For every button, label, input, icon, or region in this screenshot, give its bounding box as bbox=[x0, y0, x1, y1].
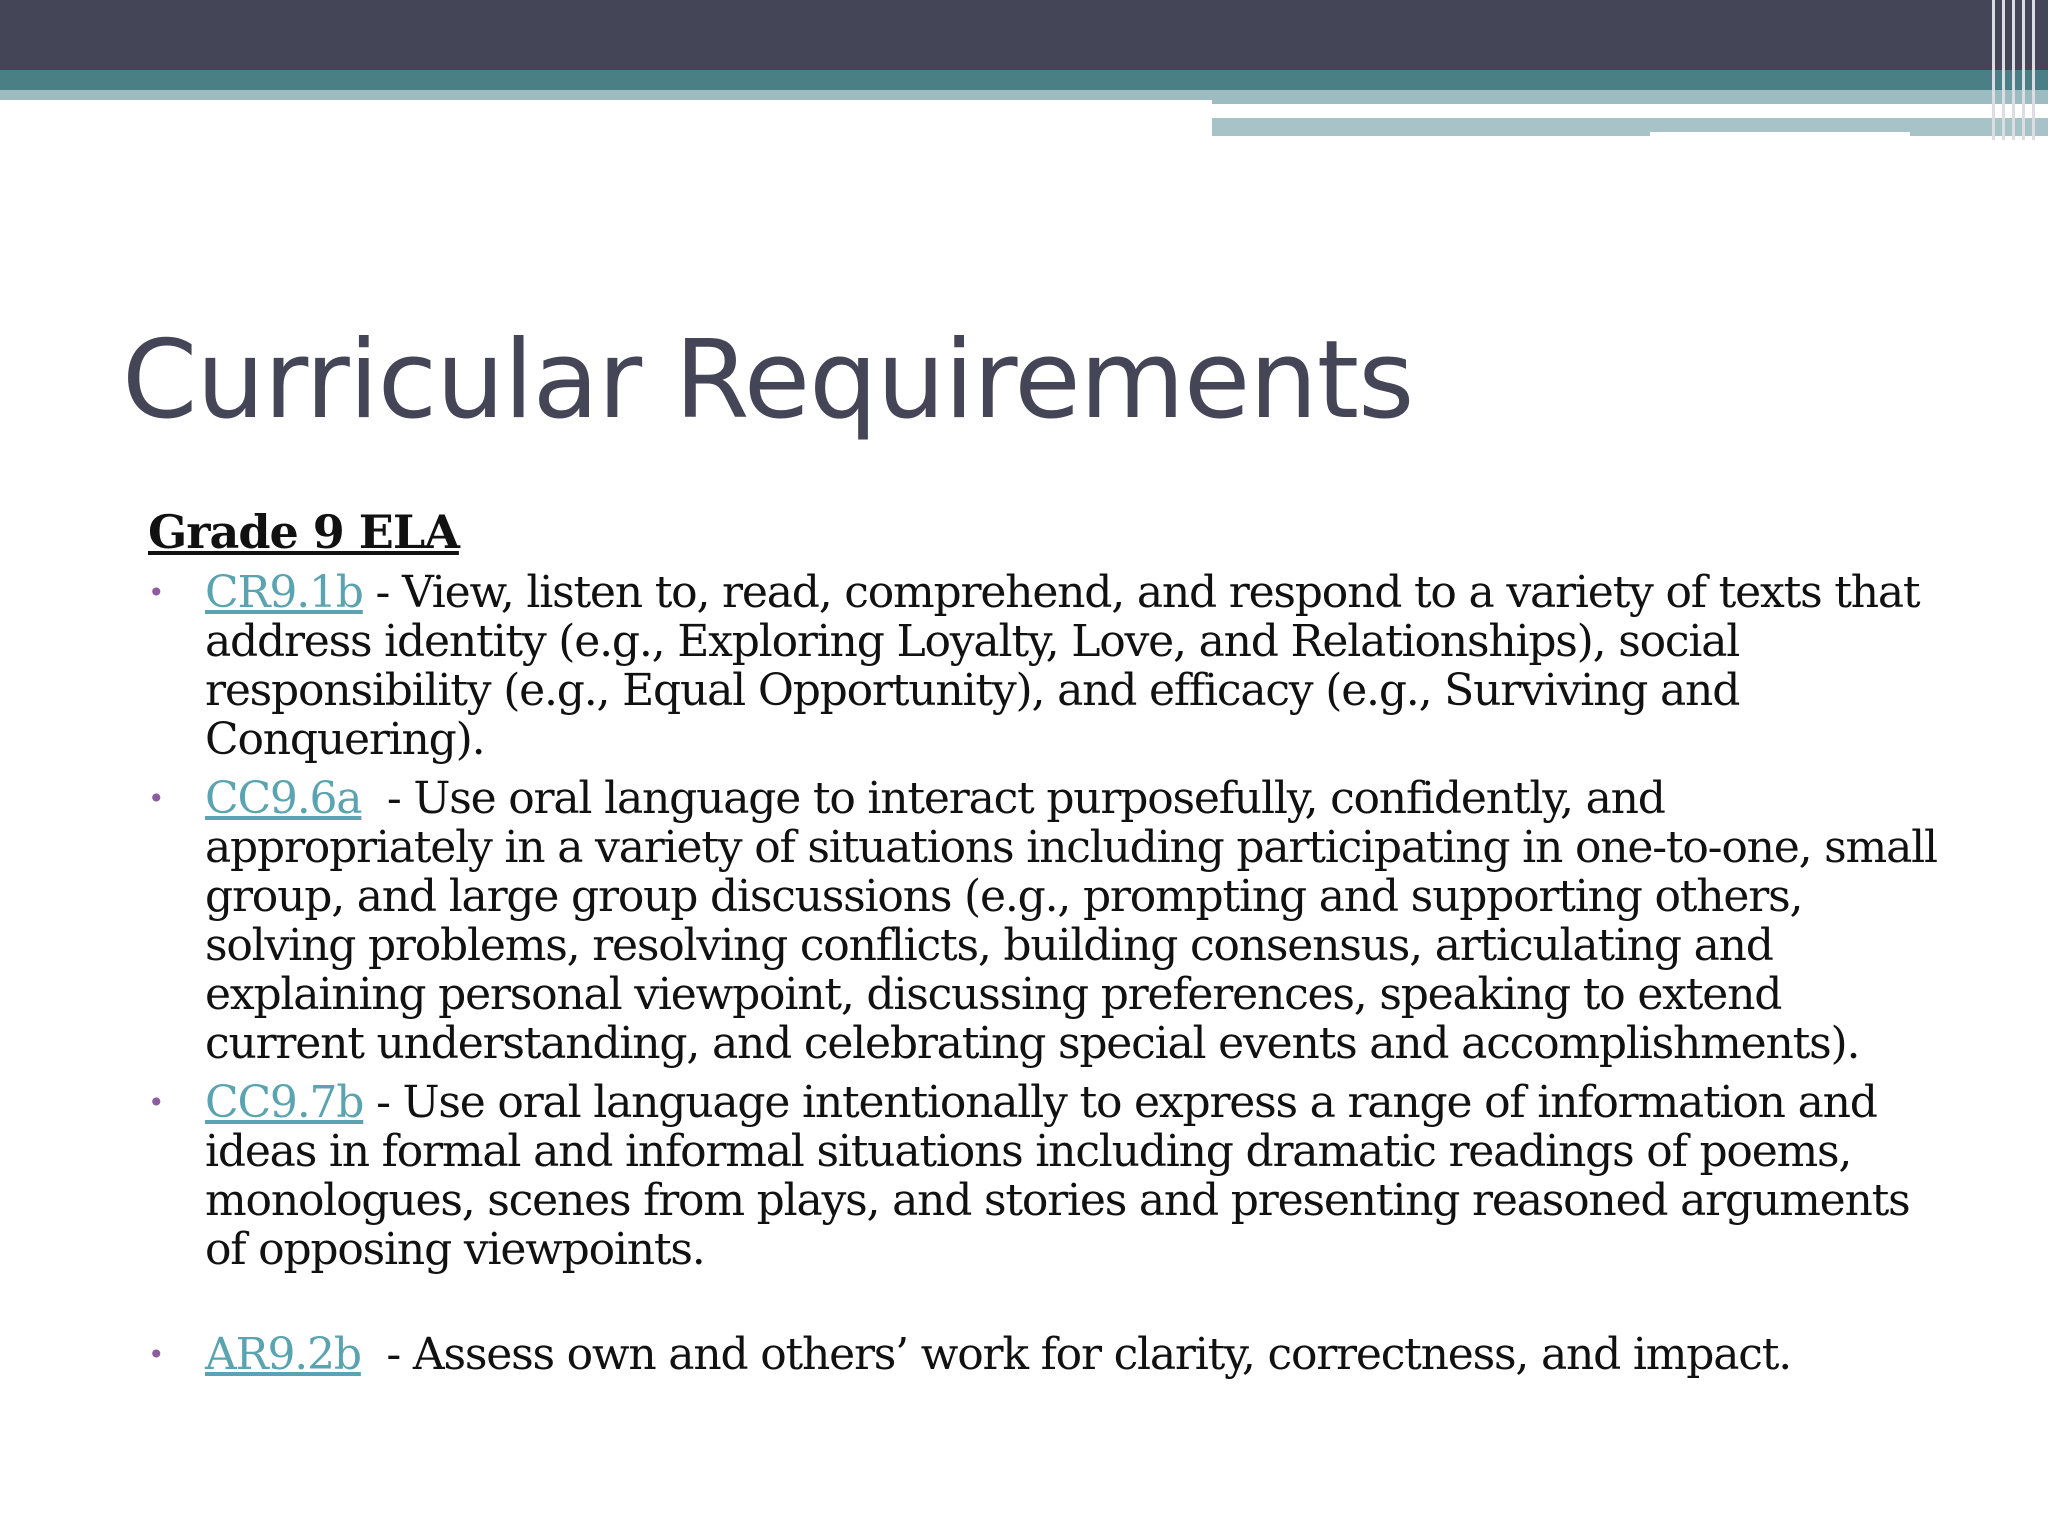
standard-separator: - bbox=[362, 567, 402, 618]
list-item-cc9-6a bbox=[148, 774, 1948, 1068]
standard-text: Use oral language intentionally to express a range of information and ideas in formal and informal situations including dramatic readings of poems, monologues, scenes from plays, and stories and presenting reasoned arguments of opposing viewpoints. bbox=[205, 1077, 1910, 1275]
header-bar-right-gap bbox=[1212, 110, 1898, 117]
list-item-cc9-7b bbox=[148, 1078, 1948, 1274]
standard-link-cc9-6a[interactable]: CC9.6a bbox=[205, 773, 362, 824]
bullet-icon: • bbox=[148, 576, 164, 609]
header-bar-dark bbox=[0, 0, 2048, 70]
list-item-cr9-1b bbox=[148, 568, 1948, 764]
standard-link-cr9-1b[interactable]: CR9.1b bbox=[205, 567, 363, 618]
bullet-icon: • bbox=[148, 1086, 164, 1119]
slide-content bbox=[148, 500, 1948, 1389]
bullet-icon: • bbox=[148, 1338, 164, 1371]
slide-title: Curricular Requirements bbox=[122, 318, 1414, 443]
header-bar-right-upper bbox=[1212, 90, 2048, 104]
section-subtitle: Grade 9 ELA bbox=[148, 505, 459, 559]
standard-separator: - bbox=[361, 773, 414, 824]
bullet-icon: • bbox=[148, 782, 164, 815]
standard-link-cc9-7b[interactable]: CC9.7b bbox=[205, 1077, 364, 1128]
header-bar-right-lower bbox=[1212, 118, 2048, 136]
header-bar-right-notch bbox=[1650, 132, 1910, 138]
standard-text: View, listen to, read, comprehend, and respond to a variety of texts that address identity (e.g., Exploring Loyalty, Love, and Relationships), social responsibility (e.g., Equal Opportunity), and efficacy (e.g., Surviving and Conquering). bbox=[205, 567, 1920, 765]
header-bar-teal bbox=[0, 70, 2048, 90]
standard-link-ar9-2b[interactable]: AR9.2b bbox=[205, 1329, 361, 1380]
standard-text: Assess own and others’ work for clarity, correctness, and impact. bbox=[412, 1329, 1791, 1380]
list-item-ar9-2b bbox=[148, 1330, 1948, 1379]
standard-text: Use oral language to interact purposefully, confidently, and appropriately in a variety of situations including participating in one-to-one, small group, and large group discussions (e.g., prompting and supporting others, solving problems, resolving conflicts, building consensus, articulating and explaining personal viewpoint, discussing preferences, speaking to extend current understanding, and celebrating special events and accomplishments). bbox=[205, 773, 1937, 1069]
header-stripes bbox=[1988, 0, 2048, 140]
standard-separator: - bbox=[363, 1077, 403, 1128]
standards-list bbox=[148, 568, 1948, 1379]
header-bar-light bbox=[0, 90, 1212, 100]
standard-separator: - bbox=[360, 1329, 413, 1380]
